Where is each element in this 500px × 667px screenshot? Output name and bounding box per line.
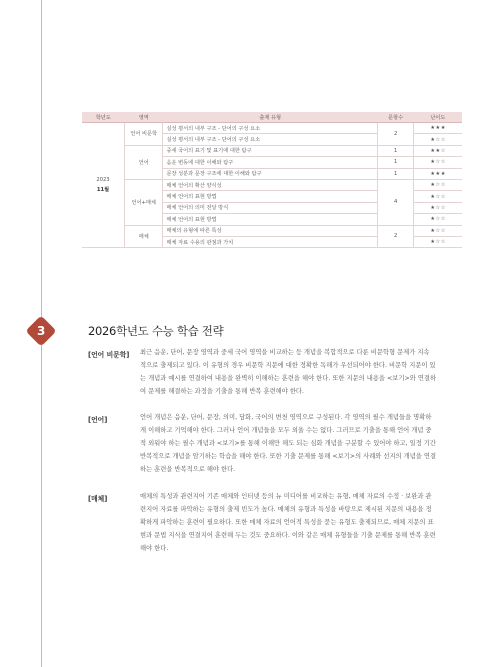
count-cell: 1 bbox=[377, 145, 413, 156]
count-cell: 1 bbox=[377, 168, 413, 179]
exam-month: 11월 bbox=[96, 187, 110, 194]
difficulty-stars: ★☆☆ bbox=[414, 157, 462, 168]
type-cell: 매체 언어의 표현 방법 bbox=[163, 214, 377, 225]
count-cell: 4 bbox=[377, 179, 413, 225]
count-cell: 2 bbox=[377, 225, 413, 248]
text-line: 해야 한다. bbox=[140, 545, 169, 552]
table-row bbox=[82, 145, 462, 156]
table-row bbox=[82, 179, 462, 190]
exam-analysis-table bbox=[82, 112, 462, 248]
block-label-language: [언어] bbox=[88, 416, 108, 424]
type-cell: 매체의 유형에 따른 특성 bbox=[163, 225, 377, 236]
type-cell: 음운 변동에 대한 이해와 탐구 bbox=[163, 157, 377, 168]
text-line: 련지어 자료를 파악하는 유형의 출제 빈도가 높다. 매체의 유형과 특성을 바탕으로 제시된 지문의 내용을 정 bbox=[140, 506, 432, 513]
text-line: 적 외워야 하는 필수 개념과 <보기>를 통해 이해만 해도 되는 심화 개념을 구분할 수 있어야 하고, 일정 기간 bbox=[140, 440, 436, 447]
block-text-language bbox=[140, 411, 462, 476]
type-cell: 매체 언어의 의미 전달 방식 bbox=[163, 202, 377, 213]
text-line: 게 이해하고 기억해야 한다. 그러나 언어 개념들을 모두 외울 수는 없다. 그러므로 기출을 통해 언어 개념 중 bbox=[140, 427, 432, 434]
type-cell: 매체 자료 수용의 관점과 가치 bbox=[163, 236, 377, 247]
section-number: 3 bbox=[36, 323, 46, 338]
text-line: 확하게 파악하는 훈련이 필요하다. 또한 매체 자료의 언어적 특성을 묻는 유형도 출제되므로, 매체 지문의 표 bbox=[140, 519, 434, 526]
header-count: 문항수 bbox=[377, 112, 413, 123]
text-line: 는 개념과 예시를 연결하여 내용을 완벽히 이해하는 훈련을 해야 한다. 또한 지문의 내용을 <보기>와 연결하 bbox=[140, 375, 437, 382]
difficulty-stars: ★☆☆ bbox=[414, 225, 462, 236]
type-cell: 중세 국어의 표기 및 표기에 대한 탐구 bbox=[163, 145, 377, 156]
difficulty-stars: ★★★ bbox=[414, 168, 462, 179]
difficulty-stars: ★☆☆ bbox=[414, 236, 462, 247]
text-line: 매체의 특성과 관련지어 기존 매체와 인터넷 등의 뉴 미디어를 비교하는 유형, 매체 자료의 수정 · 보완과 관 bbox=[140, 493, 432, 500]
area-cell: 언어 비문학 bbox=[124, 123, 163, 146]
section-number-badge bbox=[25, 315, 56, 346]
section-title: 2026학년도 수능 학습 전략 bbox=[88, 324, 224, 338]
header-area: 영역 bbox=[124, 112, 163, 123]
table-row bbox=[82, 123, 462, 134]
exam-analysis-table-wrap bbox=[82, 112, 462, 248]
area-cell: 언어 bbox=[124, 145, 163, 179]
block-text-media bbox=[140, 490, 462, 555]
text-line: 최근 음운, 단어, 문장 영역과 중세 국어 영역을 비교하는 등 개념을 복합적으로 다룬 비문학형 문제가 지속 bbox=[140, 349, 430, 356]
difficulty-stars: ★★★ bbox=[414, 123, 462, 134]
block-label-media: [매체] bbox=[88, 495, 108, 503]
text-line: 하는 훈련을 반복적으로 해야 한다. bbox=[140, 466, 236, 473]
text-line: 적으로 출제되고 있다. 이 유형의 경우 비문학 지문에 대한 정확한 독해가 우선되어야 한다. 비문학 지문이 있 bbox=[140, 362, 436, 369]
area-cell: 매체 bbox=[124, 225, 163, 248]
count-cell: 1 bbox=[377, 157, 413, 168]
header-difficulty: 난이도 bbox=[414, 112, 462, 123]
difficulty-stars: ★☆☆ bbox=[414, 202, 462, 213]
type-cell: 매체 언어의 표현 방법 bbox=[163, 191, 377, 202]
text-line: 반복적으로 개념을 암기하는 학습을 해야 한다. 또한 기출 문제를 통해 <보기>의 사례와 선지의 개념을 연결 bbox=[140, 453, 437, 460]
year-value: 2023 bbox=[96, 177, 110, 184]
text-line: 언어 개념은 음운, 단어, 문장, 의미, 담화, 국어의 변천 영역으로 구성된다. 각 영역의 필수 개념들을 명확하 bbox=[140, 414, 432, 421]
type-cell: 실성 평서의 내부 구조 - 단어의 구성 요소 bbox=[163, 134, 377, 145]
block-text-language-nonfiction bbox=[140, 346, 462, 398]
area-cell: 언어+매체 bbox=[124, 179, 163, 225]
block-label-language-nonfiction: [언어 비문학] bbox=[88, 351, 130, 359]
count-cell: 2 bbox=[377, 123, 413, 146]
difficulty-stars: ★☆☆ bbox=[414, 214, 462, 225]
text-line: 여 문제를 해결하는 과정을 기출을 통해 반복 훈련해야 한다. bbox=[140, 388, 305, 395]
type-cell: 매체 언어의 확산 양식성 bbox=[163, 179, 377, 190]
header-year: 학년도 bbox=[82, 112, 124, 123]
difficulty-stars: ★☆☆ bbox=[414, 179, 462, 190]
type-cell: 문장 성분과 문장 구조에 대한 이해와 탐구 bbox=[163, 168, 377, 179]
difficulty-stars: ★★☆ bbox=[414, 145, 462, 156]
text-line: 현과 문법 지식을 연결지어 훈련해 두는 것도 중요하다. 이와 같은 매체 유형들을 기출 문제를 통해 반복 훈련 bbox=[140, 532, 436, 539]
year-cell bbox=[82, 123, 124, 248]
difficulty-stars: ★☆☆ bbox=[414, 191, 462, 202]
type-cell: 실성 평서의 내부 구조 - 단어의 구성 요소 bbox=[163, 123, 377, 134]
header-type: 출제 유형 bbox=[163, 112, 377, 123]
table-header-row bbox=[82, 112, 462, 123]
table-row bbox=[82, 225, 462, 236]
difficulty-stars: ★☆☆ bbox=[414, 134, 462, 145]
